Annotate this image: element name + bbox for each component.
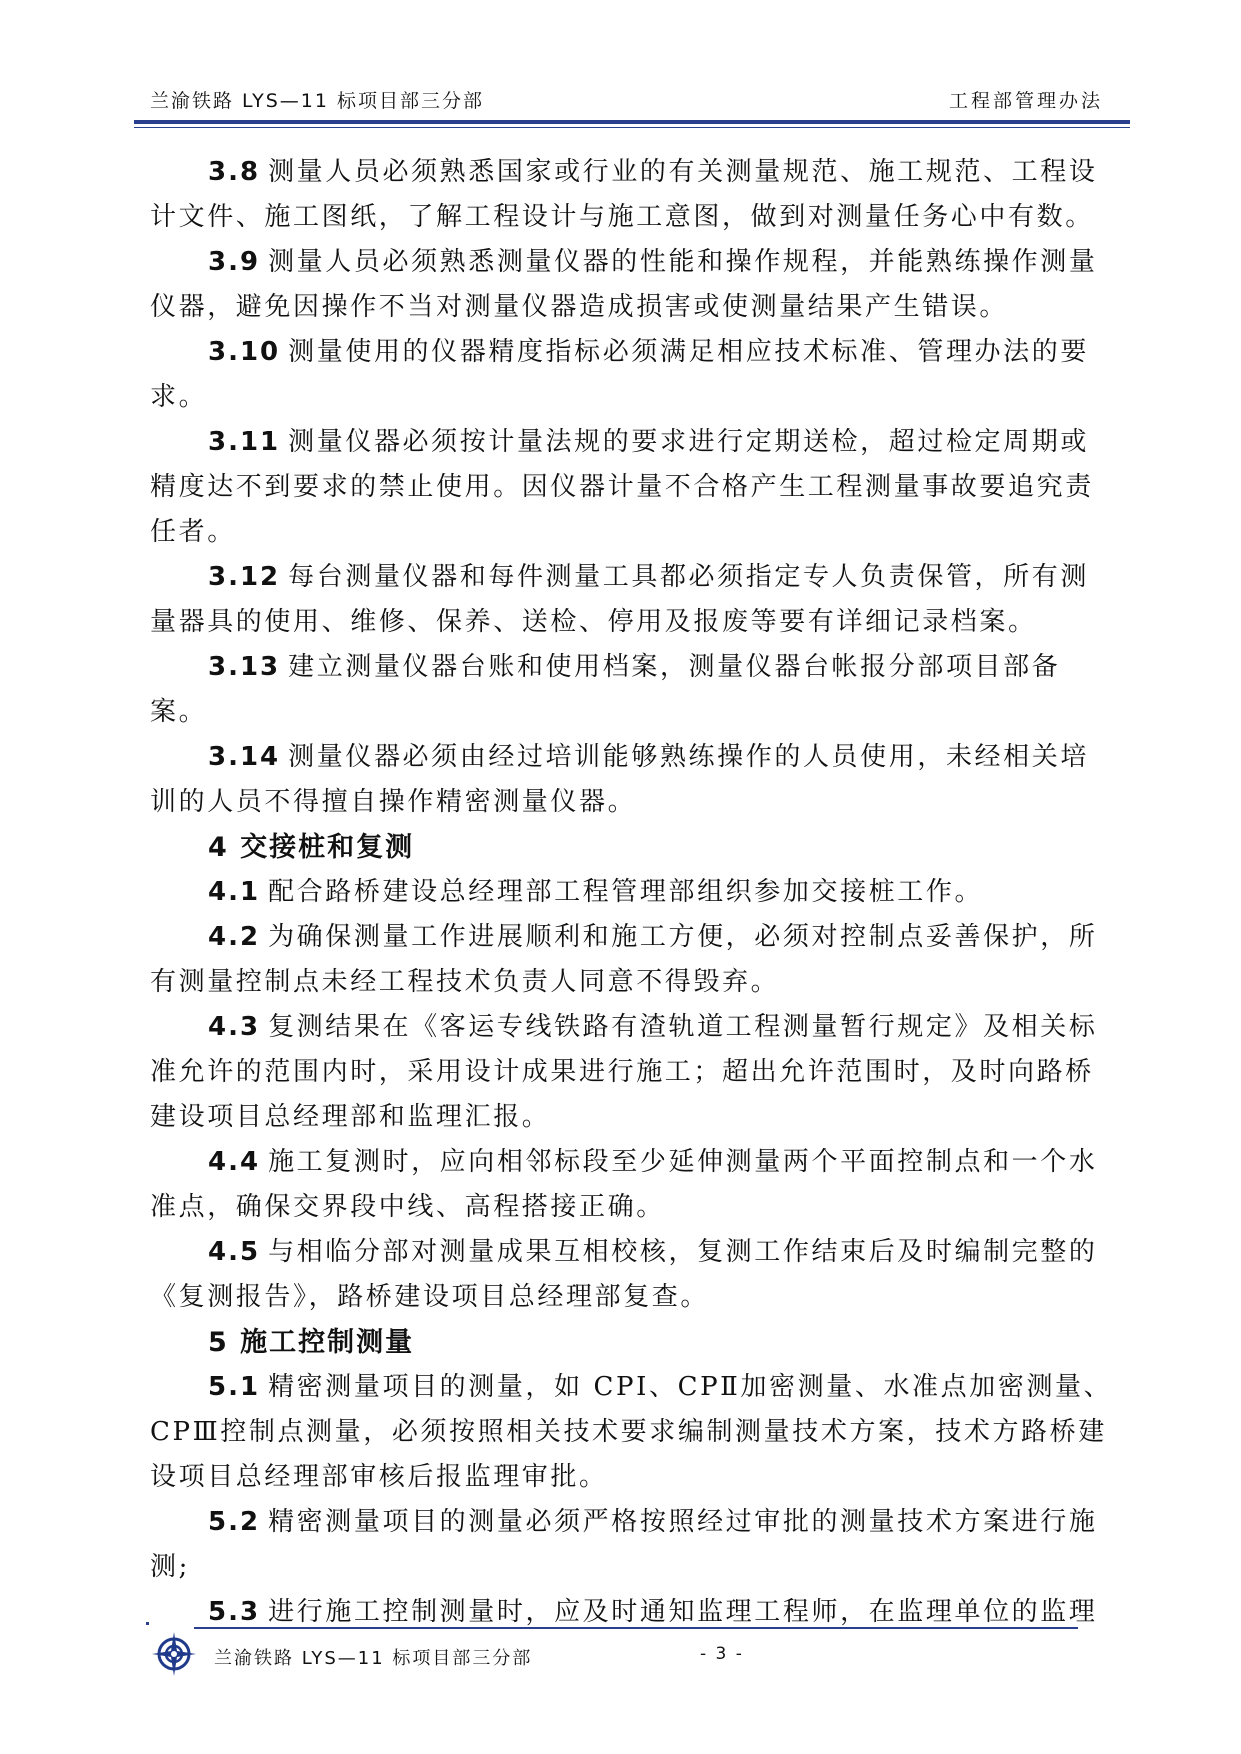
header-left-title: 兰渝铁路 LYS—11 标项目部三分部 xyxy=(150,90,484,112)
clause-number: 3.14 xyxy=(208,742,281,772)
clause-number: 3.11 xyxy=(208,427,281,457)
clause-paragraph xyxy=(150,330,1116,420)
clause-text: 每台测量仪器和每件测量工具都必须指定专人负责保管，所有测量器具的使用、维修、保养、送检、停用及报废等要有详细记录档案。 xyxy=(150,562,1089,637)
clause-paragraph xyxy=(150,240,1116,330)
clause-number: 4.5 xyxy=(208,1237,261,1267)
clause-paragraph xyxy=(150,1230,1116,1320)
clause-text: 与相临分部对测量成果互相校核，复测工作结束后及时编制完整的《复测报告》，路桥建设项目总经理部复查。 xyxy=(150,1237,1098,1312)
clause-number: 4.1 xyxy=(208,877,261,907)
clause-text: 测量仪器必须按计量法规的要求进行定期送检，超过检定周期或精度达不到要求的禁止使用。因仪器计量不合格产生工程测量事故要追究责任者。 xyxy=(150,427,1094,547)
document-body xyxy=(150,150,1116,1635)
clause-text: 精密测量项目的测量必须严格按照经过审批的测量技术方案进行施测; xyxy=(150,1507,1098,1582)
clause-number: 3.12 xyxy=(208,562,281,592)
clause-paragraph xyxy=(150,1365,1116,1500)
clause-text: 测量人员必须熟悉国家或行业的有关测量规范、施工规范、工程设计文件、施工图纸，了解工程设计与施工意图，做到对测量任务心中有数。 xyxy=(150,157,1098,232)
clause-number: 4.4 xyxy=(208,1147,261,1177)
header-right-title: 工程部管理办法 xyxy=(948,90,1103,112)
clause-number: 3.13 xyxy=(208,652,281,682)
clause-text: 复测结果在《客运专线铁路有渣轨道工程测量暂行规定》及相关标准允许的范围内时，采用设计成果进行施工；超出允许范围时，及时向路桥建设项目总经理部和监理汇报。 xyxy=(150,1012,1098,1132)
clause-number: 4.3 xyxy=(208,1012,261,1042)
clause-paragraph xyxy=(150,1005,1116,1140)
clause-paragraph xyxy=(150,645,1116,735)
section-heading: 5 施工控制测量 xyxy=(208,1327,415,1358)
clause-text: 为确保测量工作进展顺利和施工方便，必须对控制点妥善保护，所有测量控制点未经工程技术负责人同意不得毁弃。 xyxy=(150,922,1098,997)
clause-text: 测量仪器必须由经过培训能够熟练操作的人员使用，未经相关培训的人员不得擅自操作精密测量仪器。 xyxy=(150,742,1089,817)
clause-text: 建立测量仪器台账和使用档案，测量仪器台帐报分部项目部备案。 xyxy=(150,652,1061,727)
clause-number: 5.2 xyxy=(208,1507,261,1537)
clause-paragraph xyxy=(150,735,1116,825)
footer-dot xyxy=(146,1622,149,1625)
clause-paragraph xyxy=(150,555,1116,645)
clause-number: 3.10 xyxy=(208,337,281,367)
company-logo-icon xyxy=(150,1630,198,1678)
clause-text: 精密测量项目的测量，如 CPⅠ、CPⅡ加密测量、水准点加密测量、CPⅢ控制点测量，必须按照相关技术要求编制测量技术方案，技术方路桥建设项目总经理部审核后报监理审批。 xyxy=(150,1372,1113,1492)
clause-number: 5.3 xyxy=(208,1597,261,1627)
clause-text: 测量使用的仪器精度指标必须满足相应技术标准、管理办法的要求。 xyxy=(150,337,1089,412)
footer-left-title: 兰渝铁路 LYS—11 标项目部三分部 xyxy=(214,1648,533,1669)
clause-text: 测量人员必须熟悉测量仪器的性能和操作规程，并能熟练操作测量仪器，避免因操作不当对测量仪器造成损害或使测量结果产生错误。 xyxy=(150,247,1098,322)
clause-text: 施工复测时，应向相邻标段至少延伸测量两个平面控制点和一个水准点，确保交界段中线、高程搭接正确。 xyxy=(150,1147,1098,1222)
clause-paragraph xyxy=(150,870,1116,915)
clause-number: 4.2 xyxy=(208,922,261,952)
clause-number: 3.8 xyxy=(208,157,261,187)
clause-paragraph xyxy=(150,150,1116,240)
clause-paragraph xyxy=(150,1140,1116,1230)
clause-text: 配合路桥建设总经理部工程管理部组织参加交接桩工作。 xyxy=(268,877,984,907)
clause-paragraph xyxy=(150,915,1116,1005)
header-rule xyxy=(134,120,1130,124)
clause-number: 3.9 xyxy=(208,247,261,277)
clause-paragraph xyxy=(150,1500,1116,1590)
clause-number: 5.1 xyxy=(208,1372,261,1402)
header-rule-thin xyxy=(134,127,1130,128)
page-number: - 3 - xyxy=(700,1644,744,1664)
section-heading: 4 交接桩和复测 xyxy=(208,832,415,863)
clause-text: 进行施工控制测量时，应及时通知监理工程师，在监理单位的监理 xyxy=(268,1597,1098,1627)
footer-rule xyxy=(194,1627,1078,1629)
clause-paragraph xyxy=(150,420,1116,555)
